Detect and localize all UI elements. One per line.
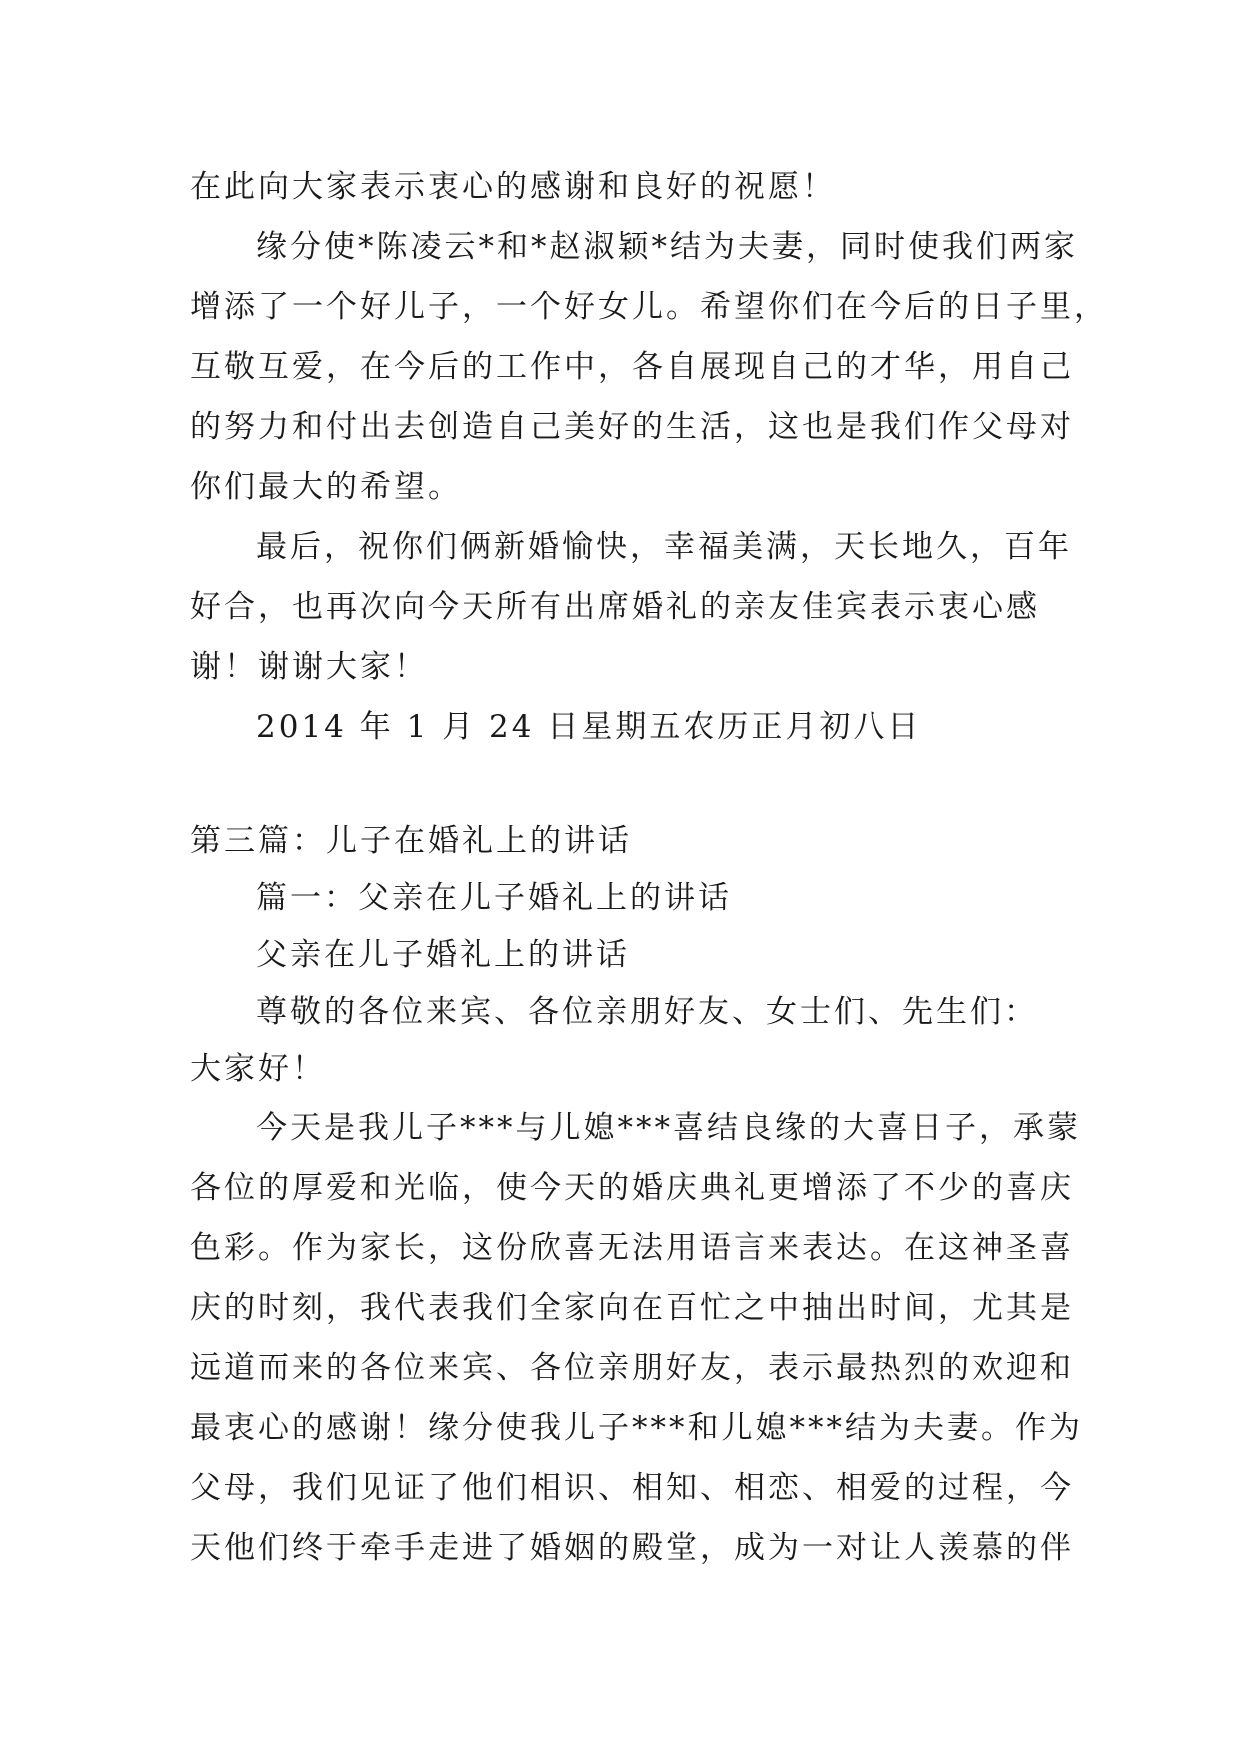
- text-line: 你们最大的希望。: [190, 469, 462, 505]
- text-line: 远道而来的各位来宾、各位亲朋好友，表示最热烈的欢迎和: [190, 1350, 1074, 1386]
- section-gap: [190, 757, 1062, 813]
- text-line: 尊敬的各位来宾、各位亲朋好友、女士们、先生们：: [256, 994, 1038, 1030]
- text-line: 第三篇：儿子在婚礼上的讲话: [190, 823, 632, 859]
- text-line: 在此向大家表示衷心的感谢和良好的祝愿！: [190, 169, 836, 205]
- text-line: 各位的厚爱和光临，使今天的婚庆典礼更增添了不少的喜庆: [190, 1170, 1074, 1206]
- top-section: [190, 157, 1108, 757]
- text-line: 父亲在儿子婚礼上的讲话: [256, 937, 630, 973]
- text-line: 好合，也再次向今天所有出席婚礼的亲友佳宾表示衷心感: [190, 589, 1040, 625]
- heading-section: [190, 813, 1062, 1098]
- text-line: 2014 年 1 月 24 日星期五农历正月初八日: [256, 709, 922, 745]
- text-line: 今天是我儿子***与儿媳***喜结良缘的大喜日子，承蒙: [256, 1110, 1081, 1146]
- text-line: 天他们终于牵手走进了婚姻的殿堂，成为一对让人羡慕的伴: [190, 1530, 1074, 1566]
- text-line: 父母，我们见证了他们相识、相知、相恋、相爱的过程，今: [190, 1470, 1074, 1506]
- text-line: 互敬互爱，在今后的工作中，各自展现自己的才华，用自己: [190, 349, 1074, 385]
- text-line: 谢！谢谢大家！: [190, 649, 428, 685]
- text-line: 最后，祝你们俩新婚愉快，幸福美满，天长地久，百年: [256, 529, 1072, 565]
- document-body: [190, 157, 1108, 1578]
- text-line: 篇一：父亲在儿子婚礼上的讲话: [256, 880, 732, 916]
- body-section: [190, 1098, 1083, 1578]
- text-line: 增添了一个好儿子，一个好女儿。希望你们在今后的日子里，: [190, 289, 1108, 325]
- text-line: 的努力和付出去创造自己美好的生活，这也是我们作父母对: [190, 409, 1074, 445]
- text-line: 缘分使*陈凌云*和*赵淑颖*结为夫妻，同时使我们两家: [256, 229, 1078, 265]
- text-line: 最衷心的感谢！缘分使我儿子***和儿媳***结为夫妻。作为: [190, 1410, 1083, 1446]
- text-line: 大家好！: [190, 1051, 326, 1087]
- text-line: 庆的时刻，我代表我们全家向在百忙之中抽出时间，尤其是: [190, 1290, 1074, 1326]
- text-line: 色彩。作为家长，这份欣喜无法用语言来表达。在这神圣喜: [190, 1230, 1074, 1266]
